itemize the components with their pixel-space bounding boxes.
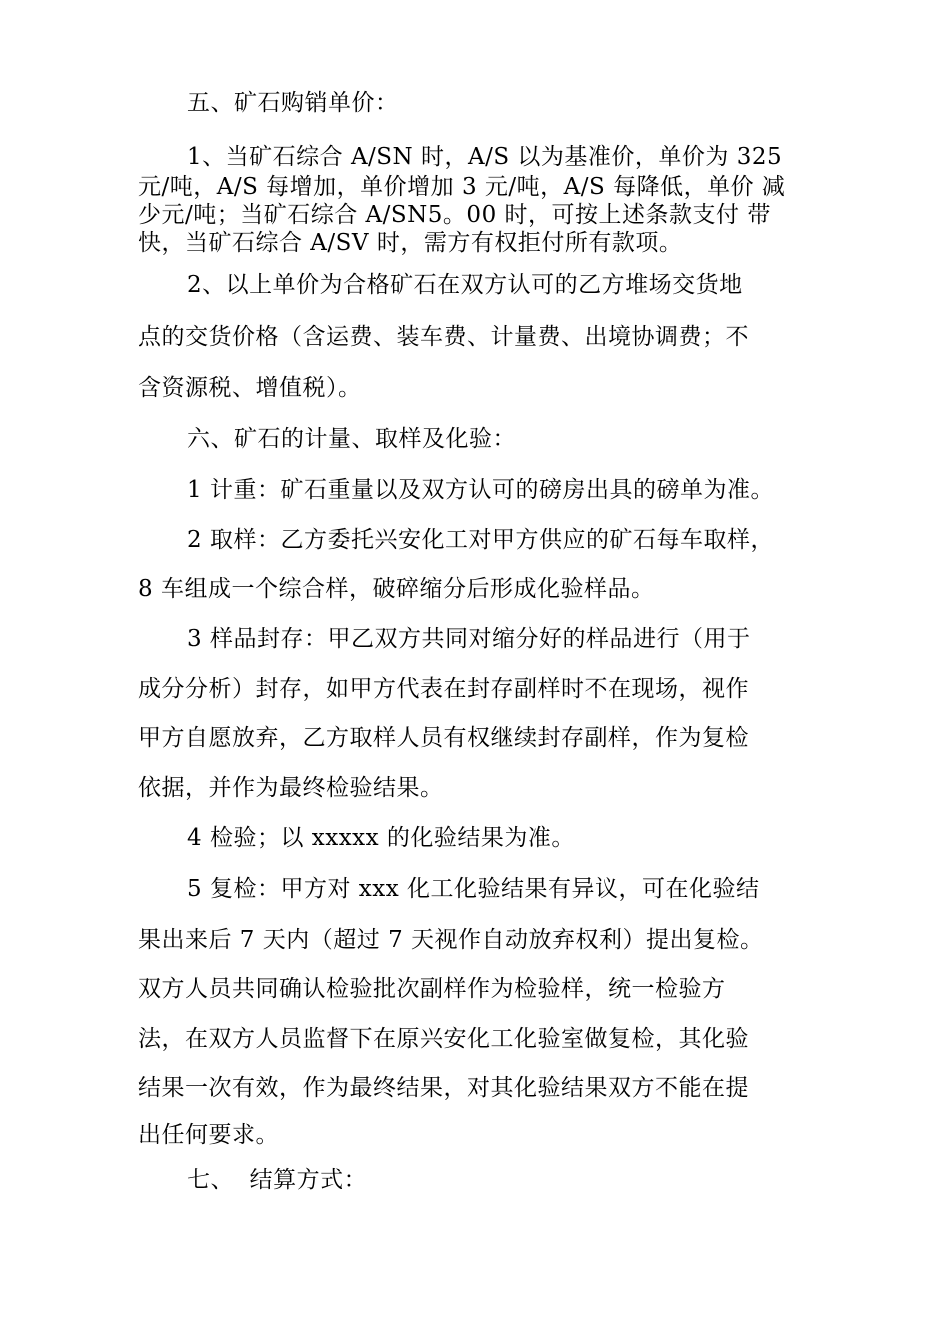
section6-item5-line2: 果出来后 7 天内（超过 7 天视作自动放弃权利）提出复检。	[138, 927, 764, 953]
section5-item2-line1: 2、以上单价为合格矿石在双方认可的乙方堆场交货地	[187, 272, 743, 298]
section5-item2-line2: 点的交货价格（含运费、装车费、计量费、出境协调费；不	[138, 324, 749, 350]
section6-item1-line1: 1 计重：矿石重量以及双方认可的磅房出具的磅单为准。	[187, 477, 774, 503]
section6-heading: 六、矿石的计量、取样及化验：	[187, 426, 516, 452]
section6-item2-line1: 2 取样：乙方委托兴安化工对甲方供应的矿石每车取样，	[187, 527, 774, 553]
section5-item1-line1: 1、当矿石综合 A/SN 时，A/S 以为基准价，单价为 325	[187, 144, 783, 170]
section5-item1-line3: 少元/吨；当矿石综合 A/SN5。00 时，可按上述条款支付 带	[138, 202, 771, 228]
section6-item3-line3: 甲方自愿放弃，乙方取样人员有权继续封存副样，作为复检	[138, 725, 749, 751]
section5-item2-line3: 含资源税、增值税）。	[138, 375, 362, 401]
section6-item4-line1: 4 检验；以 xxxxx 的化验结果为准。	[187, 825, 575, 851]
section6-item5-line1: 5 复检：甲方对 xxx 化工化验结果有异议，可在化验结	[187, 876, 760, 902]
section6-item2-line2: 8 车组成一个综合样，破碎缩分后形成化验样品。	[138, 576, 655, 602]
section7-heading: 七、 结算方式：	[187, 1167, 368, 1193]
section6-item5-line4: 法，在双方人员监督下在原兴安化工化验室做复检，其化验	[138, 1026, 749, 1052]
section6-item3-line4: 依据，并作为最终检验结果。	[138, 775, 444, 801]
section6-item3-line2: 成分分析）封存，如甲方代表在封存副样时不在现场，视作	[138, 676, 749, 702]
section5-heading: 五、矿石购销单价：	[187, 90, 399, 116]
section5-item1-line4: 快，当矿石综合 A/SV 时，需方有权拒付所有款项。	[138, 230, 683, 256]
section6-item5-line5: 结果一次有效，作为最终结果，对其化验结果双方不能在提	[138, 1075, 749, 1101]
section6-item3-line1: 3 样品封存：甲乙双方共同对缩分好的样品进行（用于	[187, 626, 751, 652]
section6-item5-line6: 出任何要求。	[138, 1122, 279, 1148]
section5-item1-line2: 元/吨，A/S 每增加，单价增加 3 元/吨，A/S 每降低，单价 减	[138, 174, 786, 200]
section6-item5-line3: 双方人员共同确认检验批次副样作为检验样，统一检验方	[138, 976, 726, 1002]
